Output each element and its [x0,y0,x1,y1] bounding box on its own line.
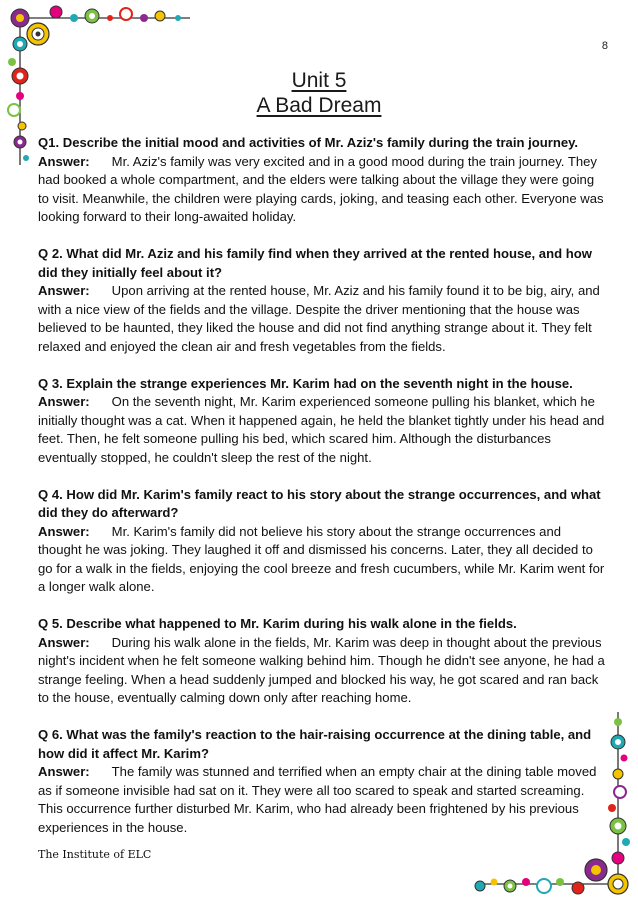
answer-label: Answer: [38,283,90,298]
question-6: Q 6. What was the family's reaction to the hair-raising occurrence at the dining table, and how did it affect Mr. Karim? [38,727,592,761]
qa-item-2 [38,245,606,356]
question-4: Q 4. How did Mr. Karim's family react to his story about the strange occurrences, and what did they do afterward? [38,486,601,520]
answer-text-6: The family was stunned and terrified when an empty chair at the dining table moved as if someone invisible had sat on it. They were all too scared to speak and started screaming. This occurrence further disturbed Mr. Karim, who had already been frightened by his previous experiences in the house. [38,764,597,835]
answer-1 [38,153,606,227]
qa-item-4 [38,486,606,597]
qa-section [38,134,606,856]
answer-label: Answer: [38,764,90,779]
question-1: Q1. Describe the initial mood and activities of Mr. Aziz's family during the train journey. [38,135,579,150]
qa-item-6 [38,726,606,837]
answer-text-4: Mr. Karim's family did not believe his story about the strange occurrences and thought he was joking. They laughed it off and dismissed his concerns. Later, they all decided to go for a walk in the fields, enjoying the cool breeze and fresh cucumbers, while Mr. Karim went for a longer walk alone. [38,523,605,594]
answer-label: Answer: [38,523,90,539]
answer-text-2: Upon arriving at the rented house, Mr. Aziz and his family found it to be big, airy, and with a nice view of the fields and the village. Despite the driver mentioning that the house was believed to be haunted, they liked the house and did not find anything strange about it. They felt relaxed and enjoyed the clean air and fresh vegetables from the fields. [38,283,600,354]
footer-institute: The Institute of ELC [38,848,152,861]
answer-5 [38,634,606,708]
qa-item-1 [38,134,606,227]
page-number: 8 [601,40,608,52]
answer-4 [38,523,606,597]
question-5: Q 5. Describe what happened to Mr. Karim during his walk alone in the fields. [38,616,517,631]
answer-label: Answer: [38,153,90,169]
answer-3 [38,393,606,467]
question-2: Q 2. What did Mr. Aziz and his family find when they arrived at the rented house, and how did they initially feel about it? [38,246,592,280]
unit-title [0,68,638,118]
qa-item-3 [38,375,606,468]
answer-text-5: During his walk alone in the fields, Mr. Karim was deep in thought about the previous night's incident when he felt someone walking behind him. Though he didn't see anyone, he had a strange feeling. When a head suddenly jumped and blocked his way, he got scared and ran back to the house, eventually calming down only after reaching home. [38,634,605,705]
answer-text-3: On the seventh night, Mr. Karim experienced someone pulling his blanket, which he initially thought was a cat. When it happened again, he held the blanket tightly under his head and feet. Then, he felt someone pulling his bed, which scared him. Although the disturbances eventually stopped, he couldn't sleep the rest of the night. [38,394,605,465]
unit-number: Unit 5 [291,69,347,92]
answer-text-1: Mr. Aziz's family was very excited and in a good mood during the train journey. They had booked a whole compartment, and the elders were talking about the village they were going to visit. Meanwhile, the children were playing cards, joking, and teasing each other. Everyone was looking forward to their long-awaited holiday. [38,153,604,224]
qa-item-5 [38,615,606,708]
answer-6 [38,763,606,837]
unit-name: A Bad Dream [256,94,382,117]
answer-label: Answer: [38,634,90,650]
question-3: Q 3. Explain the strange experiences Mr. Karim had on the seventh night in the house. [38,375,573,391]
answer-2 [38,282,606,356]
answer-label: Answer: [38,394,90,409]
